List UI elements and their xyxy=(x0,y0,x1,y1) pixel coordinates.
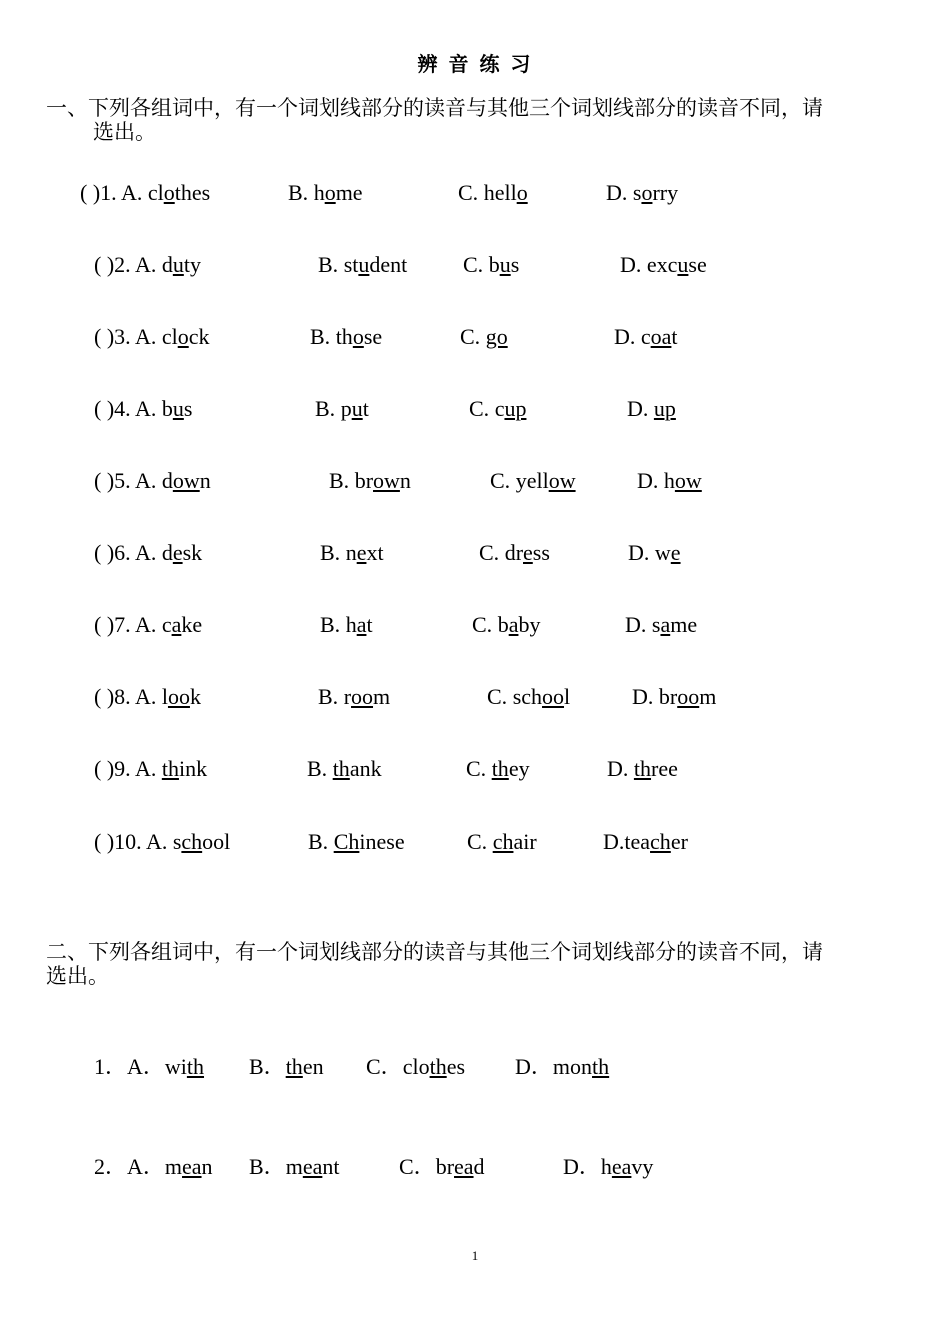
option-label: D. xyxy=(632,684,659,709)
word-part: m xyxy=(164,1154,183,1179)
underlined-letters: oo xyxy=(167,684,190,709)
option-d xyxy=(563,1150,653,1181)
option-label: C. xyxy=(487,684,513,709)
option-label: D. xyxy=(607,756,634,781)
underlined-letters: u xyxy=(358,252,370,277)
underlined-letters: oo xyxy=(351,684,374,709)
option-c xyxy=(366,1050,465,1081)
option-a xyxy=(80,180,210,206)
option-label: C. xyxy=(490,468,516,493)
option-label: C. xyxy=(463,252,489,277)
option-label: D. xyxy=(628,540,655,565)
option-label: B. xyxy=(307,756,333,781)
option-a xyxy=(94,252,201,278)
underlined-letters: up xyxy=(653,396,676,421)
question-prefix: ( )9. A. xyxy=(94,756,162,781)
option-label: D. xyxy=(625,612,652,637)
word-part: h xyxy=(345,612,357,637)
option-c xyxy=(399,1150,485,1181)
question-prefix: ( )8. A. xyxy=(94,684,162,709)
word-part: p xyxy=(340,396,352,421)
underlined-letters: ea xyxy=(454,1154,474,1179)
word-part: cl xyxy=(161,324,178,349)
question-prefix: ( )5. A. xyxy=(94,468,162,493)
option-label: B. xyxy=(318,252,344,277)
underlined-letters: oo xyxy=(542,684,565,709)
word-part: br xyxy=(435,1154,455,1179)
word-part: m xyxy=(285,1154,303,1179)
word-part: en xyxy=(302,1054,324,1079)
underlined-letters: o xyxy=(516,180,528,205)
word-part: t xyxy=(366,612,373,637)
option-d xyxy=(628,540,681,566)
question-prefix: 2．A． xyxy=(94,1154,165,1179)
word-part: nt xyxy=(322,1154,340,1179)
word-part: b xyxy=(488,252,500,277)
option-label: B. xyxy=(320,540,346,565)
underlined-letters: oo xyxy=(677,684,700,709)
underlined-letters: ea xyxy=(302,1154,323,1179)
word-part: se xyxy=(363,324,383,349)
option-b xyxy=(329,468,411,494)
word-part: s xyxy=(172,829,182,854)
section1-instruction-line2: 选出。 xyxy=(93,120,156,144)
underlined-letters: o xyxy=(641,180,653,205)
option-label: D. xyxy=(614,324,641,349)
option-b xyxy=(310,324,382,350)
word-part: s xyxy=(183,396,193,421)
underlined-letters: th xyxy=(285,1054,303,1079)
word-part: air xyxy=(513,829,537,854)
word-part: yell xyxy=(515,468,549,493)
option-c xyxy=(472,612,540,638)
section2-instructions xyxy=(46,940,916,988)
option-d xyxy=(614,324,678,350)
word-part: c xyxy=(161,612,172,637)
option-label: B. xyxy=(318,684,344,709)
word-part: n xyxy=(399,468,411,493)
underlined-letters: Ch xyxy=(333,829,360,854)
word-part: ink xyxy=(178,756,208,781)
word-part: s xyxy=(632,180,642,205)
word-part: vy xyxy=(631,1154,654,1179)
word-part: m xyxy=(373,684,391,709)
option-c xyxy=(463,252,519,278)
underlined-letters: u xyxy=(499,252,511,277)
option-a xyxy=(94,684,201,710)
page-title: 辨 音 练 习 xyxy=(417,52,533,76)
word-part: m xyxy=(699,684,717,709)
underlined-letters: ea xyxy=(182,1154,202,1179)
word-part: br xyxy=(658,684,678,709)
option-d xyxy=(515,1050,609,1081)
question-prefix: ( )4. A. xyxy=(94,396,162,421)
underlined-letters: u xyxy=(677,252,689,277)
option-d xyxy=(625,612,697,638)
option-c xyxy=(466,756,530,782)
option-label: D． xyxy=(515,1054,553,1079)
option-a xyxy=(94,468,211,494)
underlined-letters: u xyxy=(172,252,184,277)
option-d xyxy=(620,252,707,278)
word-part: l xyxy=(161,684,168,709)
option-label: D. xyxy=(606,180,633,205)
word-part: d xyxy=(161,468,173,493)
underlined-letters: th xyxy=(332,756,350,781)
word-part: ey xyxy=(508,756,530,781)
word-part: me xyxy=(670,612,698,637)
page-number: 1 xyxy=(471,1248,479,1263)
underlined-letters: th xyxy=(186,1054,205,1079)
word-part: ty xyxy=(183,252,201,277)
word-part: es xyxy=(446,1054,466,1079)
word-part: clo xyxy=(402,1054,430,1079)
word-part: sk xyxy=(182,540,203,565)
option-label: C． xyxy=(399,1154,436,1179)
underlined-letters: go xyxy=(485,324,508,349)
underlined-letters: ea xyxy=(611,1154,632,1179)
word-part: d xyxy=(473,1154,485,1179)
word-part: dent xyxy=(369,252,408,277)
option-label: B． xyxy=(249,1154,286,1179)
option-a xyxy=(94,756,207,782)
underlined-letters: th xyxy=(491,756,509,781)
word-part: c xyxy=(640,324,651,349)
option-c xyxy=(469,396,526,422)
option-d xyxy=(607,756,678,782)
underlined-letters: ch xyxy=(650,829,671,854)
word-part: er xyxy=(670,829,688,854)
option-a xyxy=(94,1150,213,1181)
word-part: ree xyxy=(651,756,678,781)
word-part: n xyxy=(199,468,211,493)
underlined-letters: ow xyxy=(172,468,200,493)
word-part: mon xyxy=(552,1054,593,1079)
option-b xyxy=(307,756,382,782)
word-part: t xyxy=(362,396,369,421)
option-a xyxy=(94,1050,204,1081)
option-c xyxy=(460,324,508,350)
underlined-letters: th xyxy=(633,756,652,781)
option-b xyxy=(308,829,405,855)
option-a xyxy=(94,324,209,350)
underlined-letters: ch xyxy=(181,829,203,854)
option-label: C. xyxy=(458,180,484,205)
word-part: tea xyxy=(624,829,651,854)
option-label: C. xyxy=(469,396,495,421)
underlined-letters: a xyxy=(356,612,367,637)
option-label: B． xyxy=(249,1054,286,1079)
option-d xyxy=(603,829,688,855)
word-part: xt xyxy=(366,540,384,565)
word-part: wi xyxy=(164,1054,187,1079)
word-part: h xyxy=(313,180,325,205)
word-part: c xyxy=(494,396,505,421)
underlined-letters: e xyxy=(356,540,367,565)
word-part: w xyxy=(654,540,671,565)
word-part: k xyxy=(189,684,201,709)
option-c xyxy=(490,468,576,494)
word-part: exc xyxy=(646,252,678,277)
option-label: C. xyxy=(466,756,492,781)
word-part: l xyxy=(564,684,571,709)
word-part: st xyxy=(343,252,359,277)
option-c xyxy=(467,829,537,855)
option-a xyxy=(94,540,202,566)
underlined-letters: ow xyxy=(674,468,702,493)
word-part: cl xyxy=(147,180,164,205)
underlined-letters: ch xyxy=(492,829,514,854)
underlined-letters: ow xyxy=(373,468,400,493)
word-part: br xyxy=(354,468,374,493)
word-part: r xyxy=(343,684,352,709)
option-label: D. xyxy=(603,829,625,854)
question-prefix: 1．A． xyxy=(94,1054,165,1079)
question-prefix: ( )7. A. xyxy=(94,612,162,637)
word-part: n xyxy=(201,1154,213,1179)
option-c xyxy=(479,540,550,566)
underlined-letters: a xyxy=(508,612,519,637)
option-b xyxy=(249,1150,339,1181)
option-label: C. xyxy=(460,324,486,349)
word-part: by xyxy=(518,612,541,637)
word-part: ss xyxy=(532,540,550,565)
underlined-letters: u xyxy=(172,396,184,421)
question-prefix: ( )6. A. xyxy=(94,540,162,565)
word-part: s xyxy=(651,612,661,637)
option-b xyxy=(320,612,373,638)
option-b xyxy=(318,684,390,710)
word-part: inese xyxy=(359,829,405,854)
option-label: B. xyxy=(308,829,334,854)
word-part: sch xyxy=(512,684,543,709)
option-label: D． xyxy=(563,1154,601,1179)
underlined-letters: th xyxy=(429,1054,447,1079)
option-label: D. xyxy=(620,252,647,277)
word-part: thes xyxy=(174,180,211,205)
word-part: me xyxy=(335,180,363,205)
option-label: D. xyxy=(637,468,664,493)
word-part: rry xyxy=(652,180,679,205)
option-d xyxy=(637,468,702,494)
word-part: hell xyxy=(483,180,517,205)
underlined-letters: th xyxy=(592,1054,610,1079)
word-part: dr xyxy=(504,540,524,565)
underlined-letters: oa xyxy=(650,324,672,349)
option-b xyxy=(315,396,369,422)
word-part: th xyxy=(335,324,353,349)
question-prefix: ( )3. A. xyxy=(94,324,162,349)
underlined-letters: th xyxy=(161,756,179,781)
question-prefix: ( )1. A. xyxy=(80,180,148,205)
option-label: B. xyxy=(288,180,314,205)
question-prefix: ( )2. A. xyxy=(94,252,162,277)
option-a xyxy=(94,829,230,855)
word-part: b xyxy=(161,396,173,421)
option-label: C. xyxy=(479,540,505,565)
section2-instruction-line1: 二、下列各组词中，有一个词划线部分的读音与其他三个词划线部分的读音不同，请 xyxy=(46,940,823,964)
underlined-letters: o xyxy=(163,180,175,205)
word-part: ool xyxy=(202,829,231,854)
option-b xyxy=(249,1050,324,1081)
word-part: d xyxy=(161,252,173,277)
underlined-letters: e xyxy=(670,540,681,565)
underlined-letters: a xyxy=(660,612,671,637)
underlined-letters: o xyxy=(177,324,189,349)
option-a xyxy=(94,612,202,638)
option-c xyxy=(458,180,528,206)
word-part: b xyxy=(497,612,509,637)
option-b xyxy=(320,540,384,566)
option-d xyxy=(632,684,716,710)
underlined-letters: ow xyxy=(548,468,576,493)
underlined-letters: o xyxy=(324,180,336,205)
word-part: ck xyxy=(188,324,210,349)
word-part: h xyxy=(663,468,675,493)
option-b xyxy=(318,252,407,278)
underlined-letters: u xyxy=(351,396,363,421)
option-label: C. xyxy=(467,829,493,854)
underlined-letters: a xyxy=(171,612,182,637)
option-label: C. xyxy=(472,612,498,637)
word-part: ke xyxy=(181,612,203,637)
underlined-letters: up xyxy=(504,396,527,421)
underlined-letters: e xyxy=(172,540,183,565)
word-part: se xyxy=(688,252,707,277)
question-prefix: ( )10. A. xyxy=(94,829,173,854)
underlined-letters: o xyxy=(352,324,364,349)
option-c xyxy=(487,684,570,710)
option-label: B. xyxy=(315,396,341,421)
section2-instruction-line2: 选出。 xyxy=(46,964,109,988)
word-part: h xyxy=(600,1154,612,1179)
underlined-letters: e xyxy=(523,540,533,565)
word-part: t xyxy=(671,324,678,349)
word-part: s xyxy=(510,252,520,277)
word-part: d xyxy=(161,540,173,565)
option-d xyxy=(606,180,678,206)
option-b xyxy=(288,180,363,206)
word-part: n xyxy=(345,540,357,565)
word-part: ank xyxy=(349,756,382,781)
option-label: D. xyxy=(627,396,654,421)
option-label: B. xyxy=(329,468,355,493)
section1-instructions xyxy=(46,96,916,144)
option-a xyxy=(94,396,192,422)
option-d xyxy=(627,396,676,422)
option-label: C． xyxy=(366,1054,403,1079)
section1-instruction-line1: 一、下列各组词中，有一个词划线部分的读音与其他三个词划线部分的读音不同，请 xyxy=(46,96,823,120)
option-label: B. xyxy=(310,324,336,349)
option-label: B. xyxy=(320,612,346,637)
